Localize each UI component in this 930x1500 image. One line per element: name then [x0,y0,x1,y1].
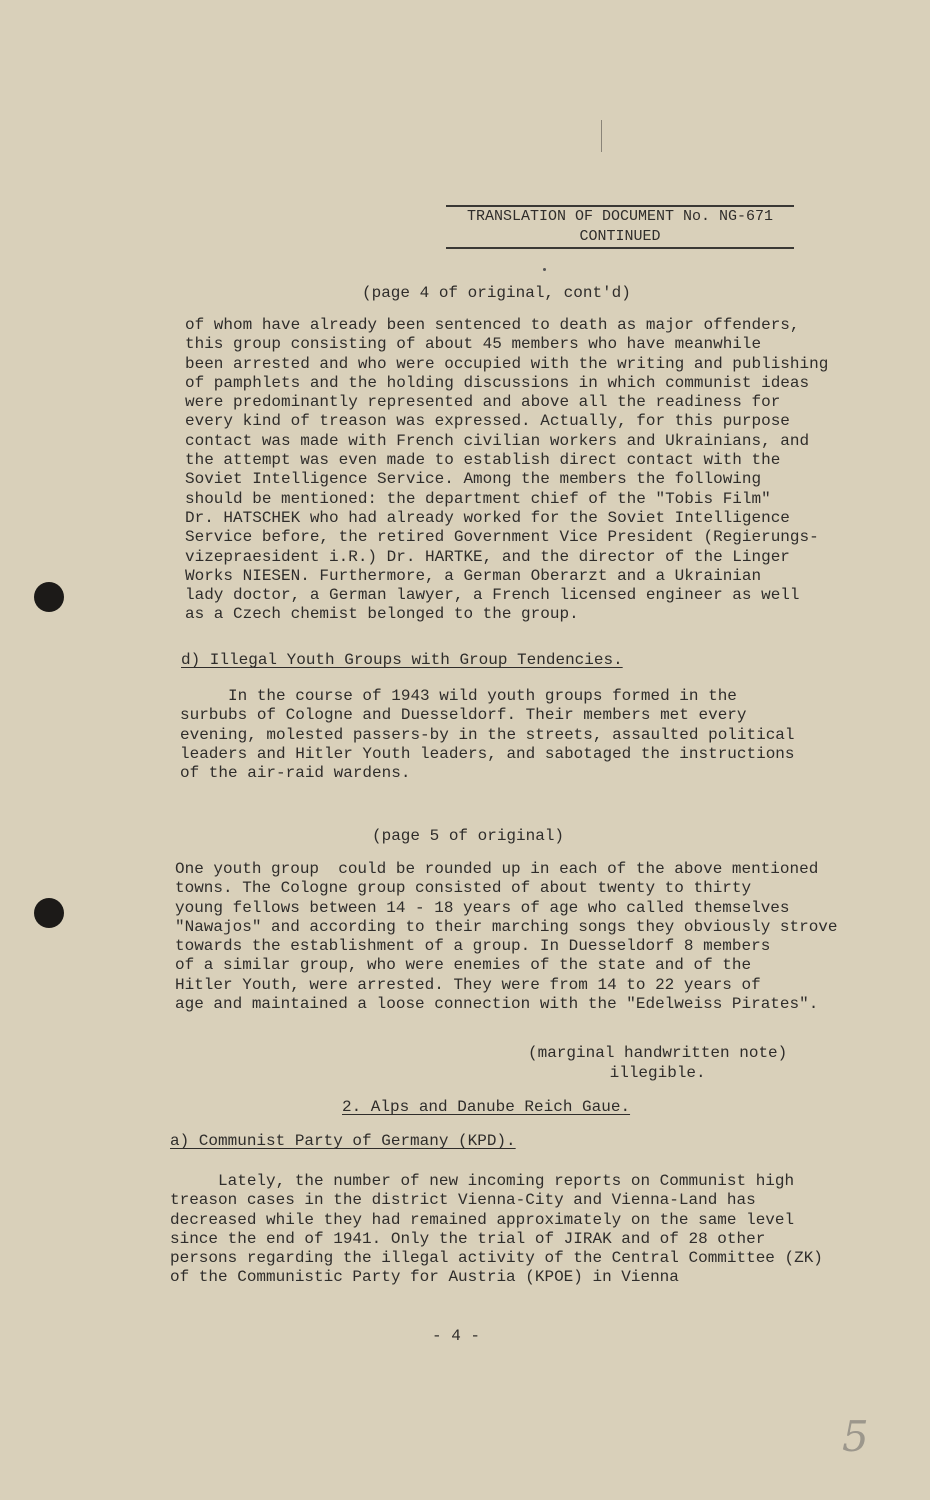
handwritten-page-number: 5 [842,1412,869,1461]
paragraph-vienna-reports: Lately, the number of new incoming reports on Communist high treason cases in the district Vienna-City and Vienna-Land has decreased while they had remained approximately on the same level since the end of 1941. Only the trial of JIRAK and of 28 other persons regarding the illegal activity of the Central Committee (ZK) of the Communistic Party for Austria (KPOE) in Vienna [170,1172,823,1287]
punch-hole-top [34,582,64,612]
paragraph-youth-groups: In the course of 1943 wild youth groups formed in the surbubs of Cologne and Duesseldorf. Their members met every evening, molested passers-by in the streets, assaulted political leaders and Hitler Youth leaders, and sabotaged the instructions of the air-raid wardens. [180,687,795,783]
punch-hole-bottom [34,898,64,928]
header-title: TRANSLATION OF DOCUMENT No. NG-671 [446,205,794,227]
page-number: - 4 - [432,1327,481,1345]
marginal-note [528,1043,787,1083]
page-reference-5: (page 5 of original) [372,827,565,845]
header-continued: CONTINUED [446,227,794,249]
page-reference-4: (page 4 of original, cont'd) [362,284,631,302]
paragraph-cologne-duesseldorf: One youth group could be rounded up in each of the above mentioned towns. The Cologne group consisted of about twenty to thirty young fellows between 14 - 18 years of age who called themselves "Nawajos" and according to their marching songs they obviously strove towards the establishment of a group. In Duesseldorf 8 members of a similar group, who were enemies of the state and of the Hitler Youth, were arrested. They were from 14 to 22 years of age and maintained a loose connection with the "Edelweiss Pirates". [175,860,838,1014]
pencil-mark [601,120,602,152]
document-header [446,205,794,249]
section-2-heading: 2. Alps and Danube Reich Gaue. [342,1098,631,1116]
section-d-heading: d) Illegal Youth Groups with Group Tendencies. [181,651,623,669]
ink-dot [543,268,546,271]
section-a-heading: a) Communist Party of Germany (KPD). [170,1132,516,1150]
marginal-note-line2: illegible. [609,1064,706,1082]
paragraph-group-members: of whom have already been sentenced to death as major offenders, this group consisting of about 45 members who have meanwhile been arrested and who were occupied with the writing and publishing of pamphlets and the holding discussions in which communist ideas were predominantly represented and above all the readiness for every kind of treason was expressed. Actually, for this purpose contact was made with French civilian workers and Ukrainians, and the attempt was even made to establish direct contact with the Soviet Intelligence Service. Among the members the following should be mentioned: the department chief of the "Tobis Film" Dr. HATSCHEK who had already worked for the Soviet Intelligence Service before, the retired Government Vice President (Regierungs- vizepraesident i.R.) Dr. HARTKE, and the director of the Linger Works NIESEN. Furthermore, a German Oberarzt and a Ukrainian lady doctor, a German lawyer, a French licensed engineer as well as a Czech chemist belonged to the group. [185,316,829,624]
marginal-note-line1: (marginal handwritten note) [528,1044,788,1062]
